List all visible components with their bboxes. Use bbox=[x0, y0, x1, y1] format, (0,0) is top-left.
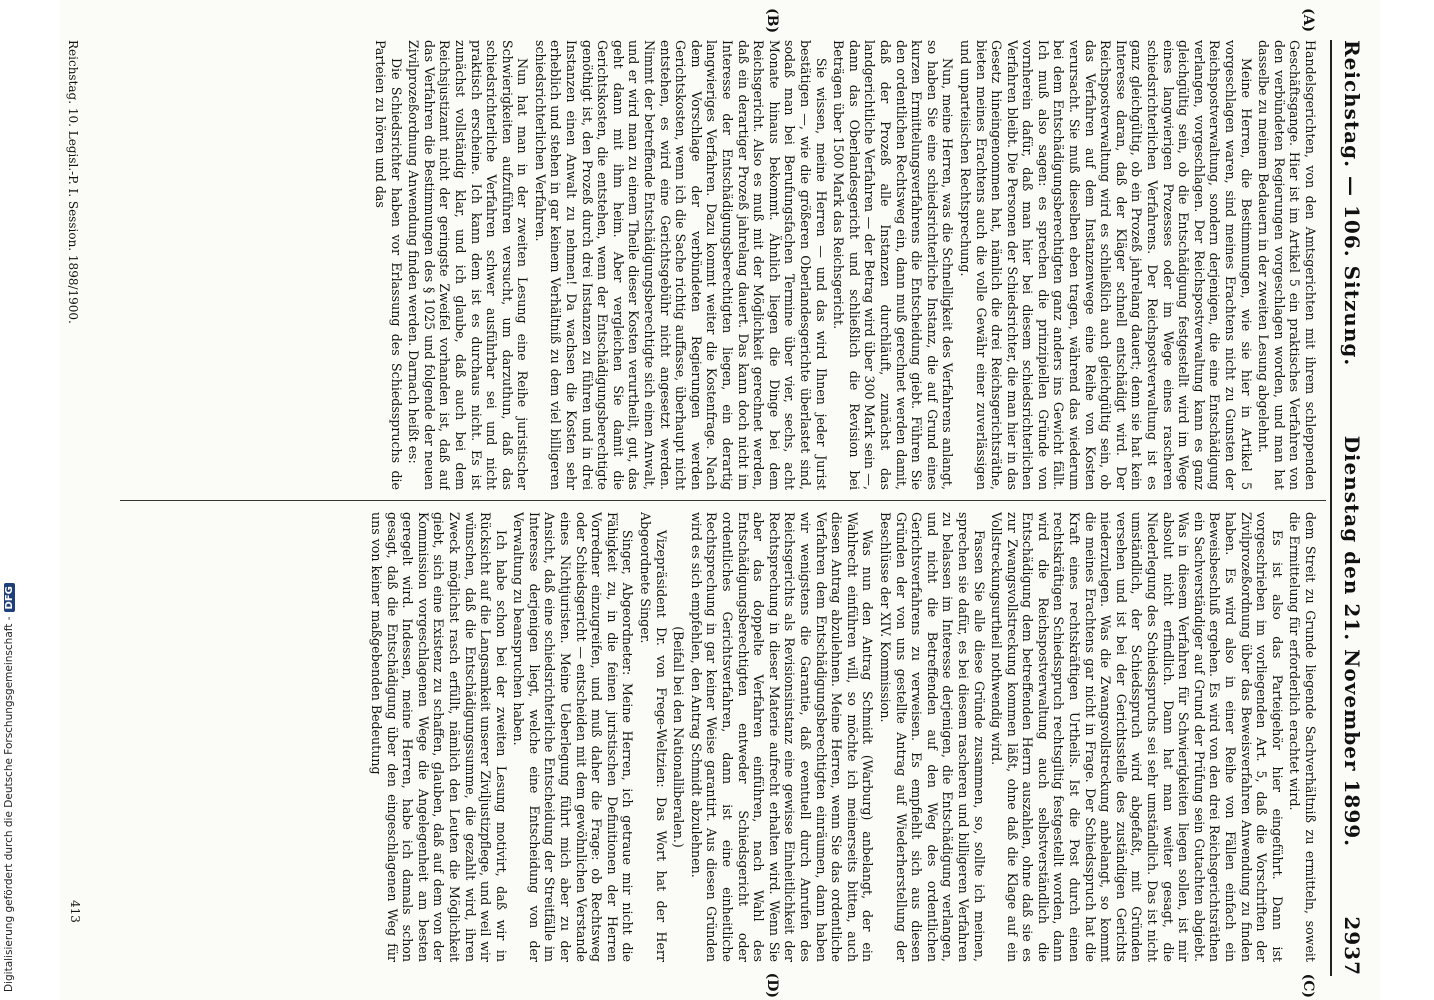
applause-note: (Beifall bei den Nationalliberalen.) bbox=[671, 626, 687, 848]
paragraph: Singer, Abgeordneter: Meine Herren, ich getraue mir nicht die Fähigkeit zu, in die feinen juristischen Definitionen der Herren Vorredner einzugreifen, und muß daher die Frage: ob Rechtsweg oder Schiedsgericht — entscheiden mit dem gewöhnlichen Verstande eines Nichtjuristen. Meine Ueberlegung führt mich aber zu der Ansicht, daß eine schiedsrichterliche Entscheidung der Streitfälle im Interesse derjenigen liegt, welche eine Entscheidung von der Verwaltung zu beanspruchen haben. bbox=[511, 512, 636, 962]
page-number: 413 bbox=[68, 900, 82, 923]
footer-legislature: Reichstag. 10. Legisl.-P. I. Session. 1898/1900. bbox=[66, 40, 80, 324]
page-footer bbox=[66, 40, 80, 490]
page-content bbox=[60, 0, 1380, 1000]
paragraph: Es ist also das Parteigehör hier eingeführt. Dann ist vorgeschrieben im vorliegenden Art. 5, daß die Vorschriften der Zivilprozeßordnung über das Beweisverfahren Anwendung zu finden haben. Es wird also in einer Reihe von Fällen einfach ein Beweisbeschluß ergehen. Es wird von den drei Reichsgerichtsräthen ein Sachverständiger auf Grund der Prüfung sein Gutachten abgiebt. Was in diesem Verfahren für Schwierigkeiten liegen sollen, ist mir absolut nicht erfindlich. Dann hat man weiter gesagt, die Niederlegung des Schiedsspruchs sei sehr umständlich. Das ist nicht umständlich, der Schiedsspruch wird abgefaßt, mit Gründen versehen und ist bei der Gerichtsstelle des zuständigen Gerichts niederzulegen. Was die Zwangsvollstreckung anbelangt, so kommt die meines Erachtens gar nicht in Frage. Der Schiedsspruch hat die Kraft eines rechtskräftigen Urtheils. Ist die Post durch einen rechtskräftigen Schiedsspruch rechtsgiltig festgestellt worden, dann wird die Reichspostverwaltung auch selbstverständlich die Entschädigung dem betreffenden Herrn auszahlen, ohne daß sie es zur Zwangsvollstreckung kommen läßt, ohne daß die Klage auf ein Vollstreckungsurtheil nothwendig wird. bbox=[989, 512, 1285, 962]
page-header bbox=[1330, 40, 1372, 976]
margin-marker-c: (C) bbox=[1300, 973, 1316, 998]
paragraph: Handelsgerichten, von den Amtsgerichten mit ihrem schleppenden Geschäftsgange. Hier ist im Artikel 5 ein praktisches Verfahren von den verbündeten Regierungen vorgeschlagen worden, und man hat dasselbe zu meinem Bedauern in der zweiten Lesung abgelehnt. bbox=[1256, 40, 1318, 490]
scanned-page bbox=[60, 0, 1380, 1000]
margin-marker-d: (D) bbox=[764, 972, 780, 998]
paragraph: Ich habe schon bei der zweiten Lesung motivirt, daß wir in Rücksicht auf die Langsamkeit unserer Ziviljustizpflege, und weil wir wünschen, daß die Entschädigungssumme, die gezahlt wird, ihren Zweck möglichst rasch erfüllt, nämlich den Leuten die Möglichkeit giebt, sich eine Existenz zu schaffen, glauben, daß auf dem von der Kommission vorgeschlagenen Wege die Angelegenheit am besten geregelt wird. Indessen, meine Herren, habe ich damals schon gesagt, daß die Entschädigung über den eingeschlagenen Weg für uns von keiner maßgebenden Bedeutung bbox=[368, 512, 509, 962]
header-column-number: 2937 bbox=[1340, 916, 1364, 976]
margin-marker-a: (A) bbox=[1300, 8, 1316, 33]
paragraph: dem Streit zu Grunde liegende Sachverhältniß zu ermitteln, soweit die Ermittelung für erforderlich erachtet wird. bbox=[1287, 512, 1318, 962]
column-divider bbox=[120, 500, 1326, 501]
paragraph: Vizepräsident Dr. von Frege-Weltzien: Das Wort hat der Herr Abgeordnete Singer. bbox=[638, 512, 669, 962]
paragraph: Meine Herren, die Bestimmungen, wie sie hier in Artikel 5 vorgeschlagen waren, sind meines Erachtens nicht zu Gunsten der Reichspostverwaltung, sondern derjenigen, die eine Entschädigung verlangen, vorgeschlagen. Der Reichspostverwaltung kann es ganz gleichgültig sein, ob die Entschädigung festgestellt wird im Wege eines langwierigen Prozesses oder im Wege eines rascheren schiedsrichterlichen Verfahrens. Der Reichspostverwaltung ist es ganz gleichgültig, ob ein Prozeß jahrelang dauert; denn sie hat kein Interesse daran, daß der Kläger schnell entschädigt wird. Der Reichspostverwaltung wird es schließlich auch gleichgültig sein, ob das Verfahren auf dem Instanzenwege eine Reihe von Kosten verursacht. Sie muß dieselben eben tragen, während das wiederum bei dem Entschädigungsberechtigten ganz anders ins Gewicht fällt. Ich muß also sagen: es sprechen die prinzipiellen Gründe von vornherein dafür, daß man hier bei diesem schiedsrichterlichen Verfahren bleibt. Die Personen der Schiedsrichter, die man hier in das Gesetz hineingenommen hat, nämlich die drei Reichsgerichtsräthe, bieten meines Erachtens auch die volle Gewähr einer zuverlässigen und unparteiischen Rechtsprechung. bbox=[957, 40, 1254, 490]
left-column bbox=[90, 40, 1318, 490]
header-date: Dienstag den 21. November 1899. bbox=[1340, 435, 1364, 848]
paragraph: Was nun den Antrag Schmidt (Warburg) anbelangt, der ein Wahlrecht einführen will, so möchte ich meinerseits bitten, auch diesen Antrag abzulehnen. Meine Herren, wenn Sie das ordentliche Verfahren dem Entschädigungsberechtigten einräumen, dann haben wir wenigstens die Garantie, daß eventuell durch Anrufen des Reichsgerichts als Revisionsinstanz eine gewisse Einheitlichkeit der Rechtsprechung in dieser Materie aufrecht erhalten wird. Wenn Sie aber das doppelte Verfahren einführen, nach Wahl des Entschädigungsberechtigten entweder Schiedsgericht oder ordentliches Gerichtsverfahren, dann ist eine einheitliche Rechtsprechung in gar keiner Weise garantirt. Aus diesen Gründen wird es sich empfehlen, den Antrag Schmidt abzulehnen. bbox=[688, 512, 876, 962]
dfg-logo: DFG bbox=[4, 583, 15, 612]
margin-marker-b: (B) bbox=[764, 8, 780, 34]
paragraph: Nun hat man in der zweiten Lesung eine Reihe juristischer Schwierigkeiten aufzuführen versucht, um darzuthun, daß das schiedsrichterliche Verfahren schwer ausführbar sei und nicht praktisch erscheine. Ich kann dem ist es durchaus nicht. Es ist zunächst vollständig klar, und ich glaube, daß auch bei dem Reichsjustizamt nicht der geringste Zweifel vorhanden ist, daß auf das Verfahren die Bestimmungen des § 1025 und folgende der neuen Zivilprozeßordnung Anwendung finden werden. Darnach heißt es: bbox=[406, 40, 531, 490]
header-session: Reichstag. — 106. Sitzung. bbox=[1340, 40, 1364, 367]
paragraph: Die Schiedsrichter haben vor Erlassung des Schiedsspruchs die Parteien zu hören und das bbox=[372, 40, 404, 490]
right-column bbox=[90, 512, 1318, 962]
digitization-credit-bar bbox=[0, 0, 22, 1000]
paragraph: Sie wissen, meine Herren — und das wird Ihnen jeder Jurist bestätigen —, wie die größeren Oberlandesgerichte überlastet sind, sodaß man bei Berufungsfachen Termine über vier, sechs, acht Monate hinaus bekommt. Ähnlich liegen die Dinge bei dem Reichsgericht. Also es muß mit der Möglichkeit gerechnet werden, daß ein derartiger Prozeß jahrelang dauert. Das kann doch nicht im Interesse der Entschädigungsberechtigten liegen, ein derartig langwieriges Verfahren. Dazu kommt weiter die Kostenfrage. Nach dem Vorschlage der verbündeten Regierungen werden Gerichtskosten, wenn ich die Sache richtig auffasse, überhaupt nicht entstehen, es wird eine Gerichtsgebühr nicht angesetzt werden. Nimmt der betreffende Entschädigungsberechtigte sich einen Anwalt, und er wird man zu einem Theile dieser Kosten verurtheilt, gut, das geht dann mit ihm heim. Aber vergleichen Sie damit die Gerichtskosten, die entstehen, wenn der Entschädigungsberechtigte genöthigt ist, den Prozeß durch drei Instanzen zu führen und in drei Instanzen einen Anwalt zu nehmen! Da wachsen die Kosten sehr erheblich und stehen in gar keinem Verhältniß zu dem viel billigeren schiedsrichterlichen Verfahren. bbox=[532, 40, 829, 490]
paragraph: Nun, meine Herren, was die Schnelligkeit des Verfahrens anlangt, so haben Sie eine schiedsrichterliche Instanz, die auf Grund eines kurzen Ermittelungsverfahrens die Entscheidung giebt. Führen Sie den ordentlichen Rechtsweg ein, dann muß gerechnet werden damit, daß der Prozeß alle Instanzen durchläuft, zunächst das landgerichtliche Verfahren — der Betrag wird über 300 Mark sein —, dann das Oberlandesgericht und schließlich die Revision bei Beträgen über 1500 Mark das Reichsgericht. bbox=[831, 40, 956, 490]
paragraph: Fassen Sie alle diese Gründe zusammen, so, sollte ich meinen, sprechen sie dafür, es bei diesem rascheren und billigeren Verfahren zu belassen im Interesse derjenigen, die Entschädigung verlangen, und nicht die Betreffenden auf den Weg des ordentlichen Gerichtsverfahrens zu verweisen. Es empfiehlt sich aus diesen Gründen der von uns gestellte Antrag auf Wiederherstellung der Beschlüsse der XIV. Kommission. bbox=[877, 512, 987, 962]
digitization-credit: Digitalisierung gefördert durch die Deutsche Forschungsgemeinschaft - bbox=[3, 616, 15, 992]
